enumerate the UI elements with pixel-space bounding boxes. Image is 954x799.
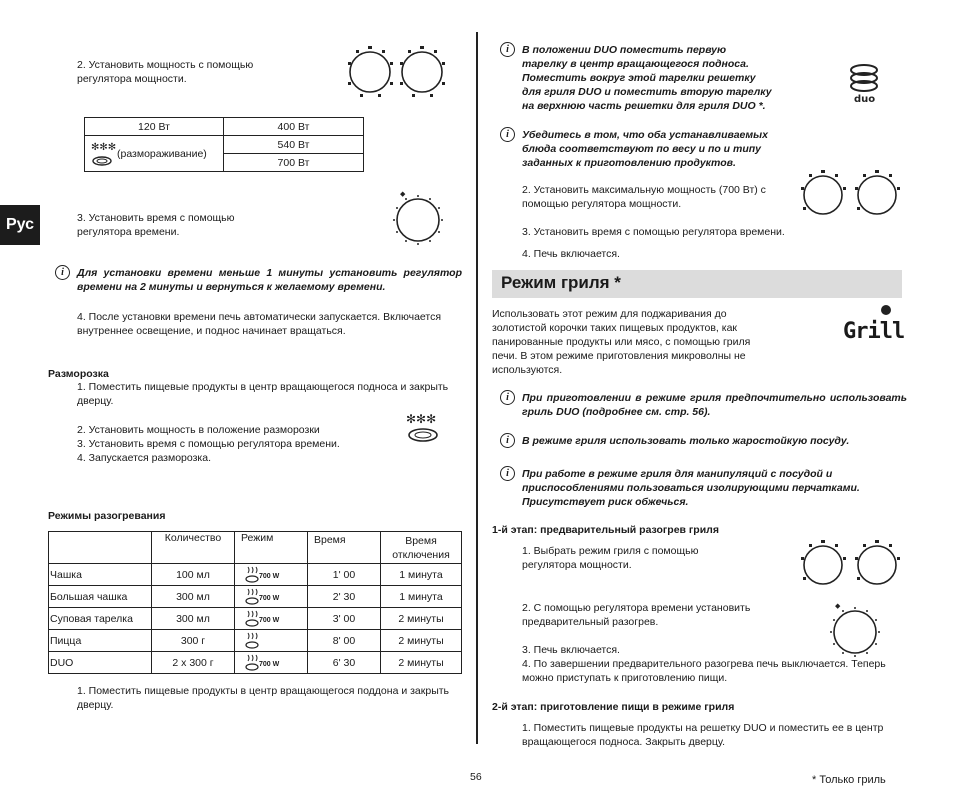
defrost-step-4: 4. Запускается разморозка. <box>77 452 212 464</box>
reheat-mode-icon <box>245 654 259 672</box>
power-cell: 540 Вт <box>224 136 364 154</box>
reheat-mode-icon <box>245 588 259 606</box>
info-icon: i <box>500 466 515 481</box>
reheat-mode-label: 700 W <box>259 616 280 624</box>
defrost-cell <box>85 136 224 172</box>
table-row <box>49 564 462 586</box>
stage1-step-1: 1. Выбрать режим гриля с помощью регулятора мощности. <box>522 545 699 571</box>
grill-indicator-icon <box>881 305 891 315</box>
table-cell <box>235 564 308 586</box>
reheat-mode-icon <box>245 566 259 584</box>
power-cell: 400 Вт <box>224 118 364 136</box>
svg-text:◆: ◆ <box>835 602 841 610</box>
table-cell: 1 минута <box>381 564 462 586</box>
table-header-cell: Режим <box>235 532 308 564</box>
defrost-icon <box>89 140 117 168</box>
table-header-cell: Количество <box>152 532 235 564</box>
note-duo-placement: В положении DUO поместить первую тарелку в центр вращающегося подноса. Поместить вокруг этой тарелки решетку для гриля DUO и поместить вторую тарелку на верхнюю часть решетки для гриля DUO *. <box>522 44 772 112</box>
duo-label: duo <box>854 94 876 105</box>
table-row <box>49 586 462 608</box>
reheat-heading: Режимы разогревания <box>48 510 166 522</box>
step-autostart: 4. После установки времени печь автоматически запускается. Включается внутреннее освещение, и поднос начинает вращаться. <box>77 311 442 337</box>
table-cell: 2 минуты <box>381 630 462 652</box>
table-cell <box>235 630 308 652</box>
reheat-table <box>48 531 462 674</box>
note-short-time: Для установки времени меньше 1 минуты установить регулятор времени на 2 минуты и вернуться к желаемому времени. <box>77 267 462 293</box>
table-cell: Пицца <box>49 630 152 652</box>
table-cell: 300 мл <box>152 608 235 630</box>
reheat-step-1: 1. Поместить пищевые продукты в центр вращающегося поддона и закрыть дверцу. <box>77 685 450 711</box>
power-cell: 700 Вт <box>224 154 364 172</box>
power-knob-icon <box>793 535 908 595</box>
language-tab: Рус <box>0 205 40 245</box>
stage1-step-2: 2. С помощью регулятора времени установить предварительный разогрев. <box>522 602 751 628</box>
table-header-cell: Время отключения <box>381 532 462 564</box>
timer-knob-icon <box>825 600 885 660</box>
table-header-row <box>49 532 462 564</box>
grill-logo: Grill <box>843 319 905 344</box>
defrost-label: (размораживание) <box>117 147 207 160</box>
power-cell: 120 Вт <box>85 118 224 136</box>
svg-text:◆: ◆ <box>400 190 406 198</box>
defrost-heading: Разморозка <box>48 368 109 380</box>
table-cell: Чашка <box>49 564 152 586</box>
stage1-step-3: 3. Печь включается. <box>522 644 620 656</box>
table-cell: 2 x 300 г <box>152 652 235 674</box>
table-cell: 2 минуты <box>381 608 462 630</box>
grill-intro: Использовать этот режим для поджаривания до золотистой корочки таких пищевых продуктов, как панированные продукты или мясо, с помощью гриля печи. В этом режиме приготовления микроволны не используются. <box>492 308 751 376</box>
reheat-mode-label: 700 W <box>259 594 280 602</box>
table-cell <box>235 586 308 608</box>
reheat-mode-icon <box>245 610 259 628</box>
power-knob-icon <box>793 165 908 225</box>
info-icon: i <box>500 433 515 448</box>
reheat-mode-label: 700 W <box>259 660 280 668</box>
page-number: 56 <box>470 771 482 783</box>
info-icon: i <box>500 127 515 142</box>
stage1-heading: 1-й этап: предварительный разогрев гриля <box>492 524 719 536</box>
table-cell: 8' 00 <box>308 630 381 652</box>
note-equal-weight: Убедитесь в том, что оба устанавливаемых блюда соответствуют по весу и по и типу заданных к приготовлению продуктов. <box>522 129 768 169</box>
reheat-mode-label: 700 W <box>259 572 280 580</box>
table-cell: Суповая тарелка <box>49 608 152 630</box>
timer-knob-icon <box>388 188 448 248</box>
info-icon: i <box>500 390 515 405</box>
duo-step-4: 4. Печь включается. <box>522 248 620 260</box>
table-row <box>49 630 462 652</box>
duo-step-3: 3. Установить время с помощью регулятора времени. <box>522 226 785 238</box>
table-cell: 1 минута <box>381 586 462 608</box>
duo-step-2: 2. Установить максимальную мощность (700 Вт) с помощью регулятора мощности. <box>522 184 766 210</box>
table-cell: 300 г <box>152 630 235 652</box>
table-cell: 100 мл <box>152 564 235 586</box>
table-cell: 2' 30 <box>308 586 381 608</box>
column-divider <box>476 32 478 744</box>
defrost-step-3: 3. Установить время с помощью регулятора времени. <box>77 438 340 450</box>
table-cell: 3' 00 <box>308 608 381 630</box>
table-cell: Большая чашка <box>49 586 152 608</box>
table-cell <box>235 608 308 630</box>
note-gloves: При работе в режиме гриля для манипуляций с посудой и приспособлениями пользоваться изолирующими перчатками. Присутствует риск обжечься. <box>522 468 860 508</box>
stage2-step-1: 1. Поместить пищевые продукты на решетку DUO и поместить ее в центр вращающегося подноса. Закрыть дверцу. <box>522 722 884 748</box>
table-header-cell: Время <box>308 532 381 564</box>
table-cell: 2 минуты <box>381 652 462 674</box>
svg-text:✻✻✻: ✻✻✻ <box>91 141 117 153</box>
table-cell: DUO <box>49 652 152 674</box>
svg-text:✻✻✻: ✻✻✻ <box>406 412 437 426</box>
table-row <box>49 652 462 674</box>
power-table <box>84 117 364 172</box>
step-set-time: 3. Установить время с помощью регулятора времени. <box>77 212 235 238</box>
defrost-step-1: 1. Поместить пищевые продукты в центр вращающегося подноса и закрыть дверцу. <box>77 381 449 407</box>
power-knob-icon <box>340 40 455 102</box>
grill-section-title: Режим гриля * <box>501 273 621 292</box>
table-row <box>49 608 462 630</box>
table-cell: 1' 00 <box>308 564 381 586</box>
stage2-heading: 2-й этап: приготовление пищи в режиме гриля <box>492 701 735 713</box>
table-cell <box>235 652 308 674</box>
stage1-step-4: 4. По завершении предварительного разогрева печь выключается. Теперь можно приступать к приготовлению пищи. <box>522 658 886 684</box>
defrost-step-2: 2. Установить мощность в положение разморозки <box>77 424 320 436</box>
reheat-mode-icon <box>245 632 259 650</box>
note-heatproof: В режиме гриля использовать только жаростойкую посуду. <box>522 435 850 447</box>
table-cell: 300 мл <box>152 586 235 608</box>
step-set-power: 2. Установить мощность с помощью регулятора мощности. <box>77 59 254 85</box>
table-cell: 6' 30 <box>308 652 381 674</box>
duo-icon <box>845 62 883 106</box>
info-icon: i <box>500 42 515 57</box>
info-icon: i <box>55 265 70 280</box>
table-header-cell <box>49 532 152 564</box>
footnote: * Только гриль <box>812 774 886 786</box>
grill-section-bar <box>492 270 902 298</box>
defrost-icon <box>405 412 441 444</box>
note-grill-duo: При приготовлении в режиме гриля предпочтительно использовать гриль DUO (подробнее см. стр. 56). <box>522 392 907 418</box>
